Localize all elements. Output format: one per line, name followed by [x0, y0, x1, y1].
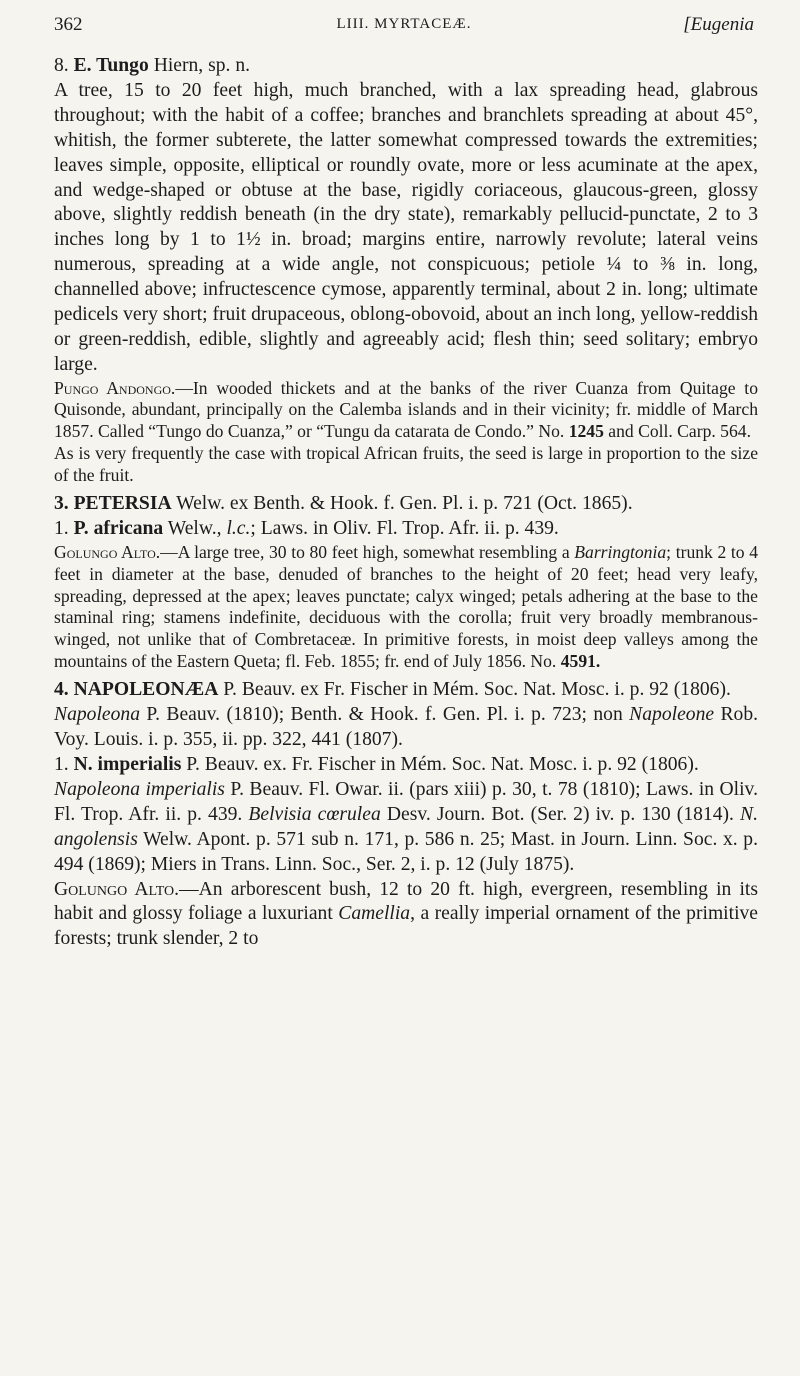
specimen-number: 1245 — [568, 421, 604, 442]
species-authority: Hiern, sp. n. — [153, 55, 251, 76]
synonym: Napoleona — [54, 704, 140, 726]
species-note: As is very frequently the case with tropical African fruits, the seed is large in proportion to the size of the fruit. — [54, 442, 758, 485]
genus-name: 4. NAPOLEONÆA — [54, 679, 219, 701]
locality-name: Golungo Alto. — [54, 878, 180, 900]
synonym: N. angolensis — [54, 803, 758, 850]
synonymy — [54, 778, 758, 878]
species-heading-africana — [54, 517, 758, 542]
genus-heading-napoleonaea — [54, 678, 758, 703]
synonym-citation: Desv. Journ. Bot. (Ser. 2) iv. p. 130 (1814). — [386, 803, 734, 825]
page-header — [54, 14, 754, 42]
synonym: Belvisia cœrulea — [248, 803, 381, 825]
page-number: 362 — [54, 14, 83, 35]
species-name: P. africana — [73, 518, 164, 540]
locality-paragraph — [54, 542, 758, 672]
page-body — [54, 54, 758, 952]
species-citation: P. Beauv. ex. Fr. Fischer in Mém. Soc. Nat. Mosc. i. p. 92 (1806). — [186, 754, 699, 776]
synonym: Napoleone — [629, 704, 715, 726]
section-title: [Eugenia — [683, 14, 754, 35]
species-description: A tree, 15 to 20 feet high, much branched, with a lax spreading head, glabrous throughout; with the habit of a coffee; branches and branchlets spreading at about 45°, whitish, the former subterete, the latter somewhat compressed towards the extremities; leaves simple, opposite, elliptical or roundly ovate, more or less acuminate at the apex, and wedge-shaped or obtuse at the base, rigidly coriaceous, glaucous-green, glossy above, slightly reddish beneath (in the dry state), remarkably pellucid-punctate, 2 to 3 inches long by 1 to 1½ in. broad; margins entire, narrowly revolute; lateral veins numerous, spreading at a wide angle, not conspicuous; petiole ¼ to ⅜ in. long, channelled above; infructescence cymose, apparently terminal, about 2 in. long; ultimate pedicels very short; fruit drupaceous, oblong-obovoid, about an inch long, yellow-reddish or green-reddish, edible, slightly and agreeably acid; flesh thin; seed solitary; embryo large. — [54, 79, 758, 375]
species-number: 1. — [54, 518, 69, 540]
species-number: 1. — [54, 754, 69, 776]
locality-name: Golungo Alto. — [54, 542, 161, 563]
synonym-citation: Welw. Apont. p. 571 sub n. 171, p. 586 n. 25; Mast. in Journ. Linn. Soc. x. p. 494 (1869); Miers in Trans. Linn. Soc., Ser. 2, i. p. 12 (July 1875). — [54, 828, 758, 875]
synonym-citation: P. Beauv. (1810); Benth. & Hook. f. Gen. Pl. i. p. 723; non — [146, 704, 623, 726]
collection-note: and Coll. Carp. 564. — [608, 421, 751, 442]
genus-citation: Welw. ex Benth. & Hook. f. Gen. Pl. i. p. 721 (Oct. 1865). — [176, 493, 633, 515]
species-author: Welw., — [167, 518, 222, 540]
species-number: 8. — [54, 55, 69, 76]
synonymy — [54, 703, 758, 753]
description-part: ; trunk 2 to 4 feet in diameter at the base, denuded of branches to the height of 20 feet; head very leafy, spreading, depressed at the apex; leaves punctate; calyx winged; petals adhering at the base to the staminal ring; stamens indefinite, deciduous with the corolla; fruit very broadly membranous-winged, not unlike that of Combretaceæ. In primitive forests, in moist deep valleys among the mountains of the Eastern Queta; fl. Feb. 1855; fr. end of July 1856. No. — [54, 542, 759, 671]
locality-name: Pungo Andongo. — [54, 377, 176, 398]
species-heading-imperialis — [54, 753, 758, 778]
locality-text: —In wooded thickets and at the banks of the river Cuanza from Quitage to Quisonde, abundant, principally on the Calemba islands and in their vicinity; fr. middle of March 1857. Called “Tungo do Cuanza,” or “Tungu da catarata de Condo.” No. — [54, 377, 758, 442]
species-name: N. imperialis — [73, 754, 182, 776]
synonym-citation: P. Beauv. Fl. Owar. ii. (pars xiii) p. 30, t. 78 (1810); Laws. in Oliv. Fl. Trop. Afr. ii. p. 439. — [54, 778, 758, 825]
species-heading-tungo — [54, 54, 758, 79]
locality-paragraph — [54, 878, 758, 953]
description-part: , a really imperial ornament of the primitive forests; trunk slender, 2 to — [54, 903, 759, 950]
specimen-number: 4591. — [560, 650, 601, 671]
loc-cit: l.c. — [226, 518, 251, 540]
genus-name: 3. PETERSIA — [54, 493, 172, 515]
running-title: LIII. MYRTACEÆ. — [336, 16, 472, 32]
genus-reference: Barringtonia — [574, 542, 667, 563]
genus-citation: P. Beauv. ex Fr. Fischer in Mém. Soc. Nat. Mosc. i. p. 92 (1806). — [223, 679, 731, 701]
genus-heading-petersia — [54, 492, 758, 517]
species-name: E. Tungo — [73, 55, 149, 76]
description-part: —An arborescent bush, 12 to 20 ft. high, evergreen, resembling in its habit and glossy foliage a luxuriant — [54, 878, 759, 925]
species-citation: ; Laws. in Oliv. Fl. Trop. Afr. ii. p. 439. — [250, 518, 559, 540]
synonym: Napoleona imperialis — [54, 778, 225, 800]
synonym-citation: Rob. Voy. Louis. i. p. 355, ii. pp. 322, 441 (1807). — [54, 704, 759, 751]
locality-paragraph — [54, 378, 758, 443]
description-part: —A large tree, 30 to 80 feet high, somewhat resembling a — [160, 542, 570, 563]
genus-reference: Camellia — [338, 903, 411, 925]
